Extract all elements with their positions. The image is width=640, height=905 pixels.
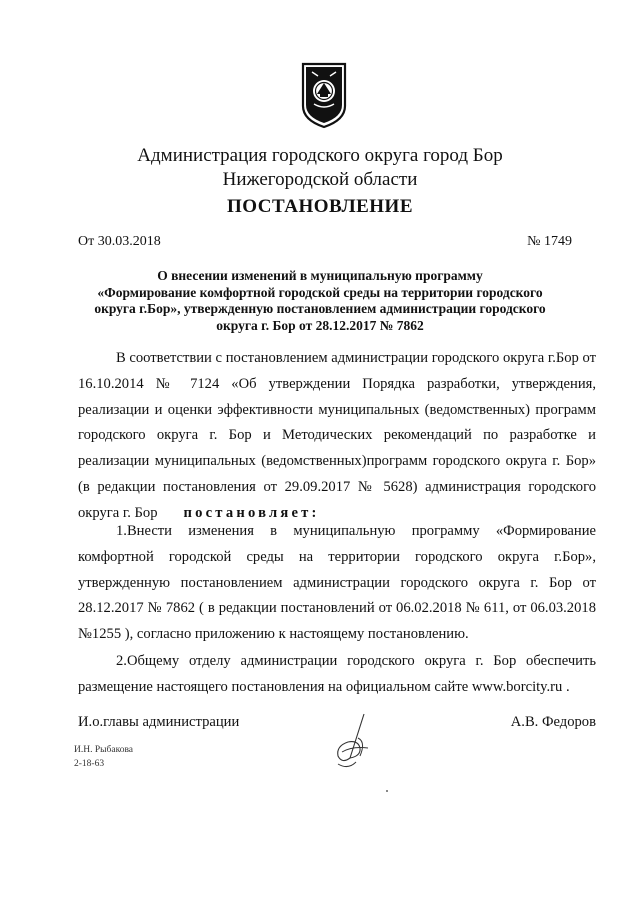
- subject-line: О внесении изменений в муниципальную программу: [157, 268, 483, 283]
- subject-line: округа г.Бор», утвержденную постановлением администрации городского: [94, 301, 546, 316]
- document-number: № 1749: [527, 234, 572, 249]
- subject-line: округа г. Бор от 28.12.2017 № 7862: [216, 317, 424, 333]
- coat-of-arms-icon: [300, 60, 348, 130]
- document-type-title: ПОСТАНОВЛЕНИЕ: [226, 196, 414, 217]
- clause-1-paragraph: 1.Внести изменения в муниципальную программу «Формирование комфортной городской среды на территории городского округа г.Бор», утвержденную постановлением администрации городского округа г. Бор от 28.12.2017 № 7862 ( в редакции постановлений от 06.02.2018 № 611, от 06.03.2018 №1255 ), согласно приложению к настоящему постановлению.: [78, 523, 596, 643]
- signatory-name: А.В. Федоров: [510, 714, 596, 730]
- handwritten-signature: [328, 712, 382, 774]
- document-subject: [82, 268, 558, 334]
- organization-name: Администрация городского округа город Бор: [137, 145, 503, 166]
- executor-name: И.Н. Рыбакова: [74, 745, 134, 755]
- scan-speck: [386, 790, 388, 792]
- subject-line: «Формирование комфортной городской среды на территории городского: [97, 284, 543, 300]
- organization-region: Нижегородской области: [222, 169, 418, 190]
- preamble-paragraph: [78, 346, 596, 527]
- preamble-text: В соответствии с постановлением администрации городского округа г.Бор от 16.10.2014 № 7124 «Об утверждении Порядка разработки, утверждения, реализации и оценки эффективности муниципальных (ведомственных) программ городского округа г. Бор и Методических рекомендаций по разработке и реализации муниципальных (ведомственных)программ городского округа г. Бор» (в редакции постановления от 29.09.2017 № 5628) администрация городского округа г. Бор: [78, 350, 596, 521]
- document-date: От 30.03.2018: [78, 234, 161, 249]
- signatory-position: И.о.главы администрации: [78, 714, 240, 730]
- executor-phone: 2-18-63: [74, 759, 105, 769]
- clause-2-paragraph: 2.Общему отделу администрации городского округа г. Бор обеспечить размещение настоящего постановления на официальном сайте www.borcity.ru .: [78, 653, 596, 695]
- resolution-keyword: постановляет:: [183, 504, 320, 521]
